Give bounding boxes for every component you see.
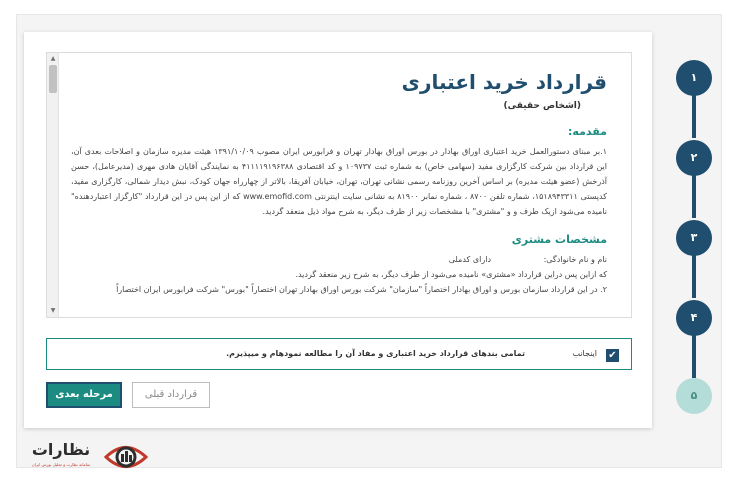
step-2[interactable]: ۲ <box>676 140 712 176</box>
step-4[interactable]: ۴ <box>676 300 712 336</box>
step-5[interactable]: ۵ <box>676 378 712 414</box>
step-3[interactable]: ۳ <box>676 220 712 256</box>
next-step-button[interactable]: مرحله بعدی <box>46 382 122 408</box>
accept-me-label: اینجانب <box>572 349 597 358</box>
customer-name-row <box>71 252 607 267</box>
stepper <box>676 60 712 420</box>
scroll-up-arrow-icon[interactable]: ▲ <box>50 55 56 62</box>
customer-name-label: نام و نام خانوادگی: <box>543 255 607 264</box>
step-connector <box>692 334 696 378</box>
contract-title: قرارداد خرید اعتباری <box>401 70 607 94</box>
customer-clause: که ازاین پس دراین قرارداد «مشتری» نامیده می‌شود از طرف دیگر، به شرح زیر منعقد گردید. <box>295 270 607 279</box>
contract-card <box>24 32 652 428</box>
contract-subtitle: (اشخاص حقیقی) <box>503 101 581 111</box>
customer-heading: مشخصات مشتری <box>511 233 607 246</box>
step-connector <box>692 94 696 138</box>
step-connector <box>692 174 696 218</box>
logo-name: نظارات <box>31 440 91 459</box>
scroll-thumb[interactable] <box>49 65 57 93</box>
previous-contract-button[interactable]: قرارداد قبلی <box>132 382 210 408</box>
step-1[interactable]: ۱ <box>676 60 712 96</box>
accept-statement: تمامی بندهای قرارداد خرید اعتباری و مفاد آن را مطالعه نمودهام و میپذیرم. <box>226 349 525 358</box>
intro-heading: مقدمه: <box>568 125 607 138</box>
customer-name-value: دارای کدملی <box>448 255 492 264</box>
accept-checkbox[interactable]: ✔ <box>606 349 619 362</box>
nezarat-logo <box>24 440 152 474</box>
scrollbar[interactable] <box>47 53 59 317</box>
eye-logo-icon <box>104 440 148 474</box>
accept-terms-box <box>46 338 632 370</box>
logo-tagline: سامانه نظارت و تحلیل بورس ایران <box>31 462 91 467</box>
step-connector <box>692 254 696 298</box>
scroll-down-arrow-icon[interactable]: ▼ <box>50 307 56 314</box>
clause-2: ۲. در این قرارداد سازمان بورس و اوراق بهادار اختصاراً "سازمان" شرکت بورس اوراق بهادار تهران اختصاراً "بورس" شرکت فرابورس ایران اختصاراً <box>116 285 607 294</box>
intro-paragraph: ۱.بر مبنای دستورالعمل خرید اعتباری اوراق بهادار در بورس اوراق بهادار تهران و فرابورس ایران مصوب ۱۳۹۱/۱۰/۰۹ هیئت مدیره سازمان و اصلاحات بعدی آن، این قرارداد بین شرکت کارگزاری مفید (سهامی خاص) به شماره ثبت ۱۰۹۷۳۷ و کد اقتصادی ۴۱۱۱۱۹۱۹۶۳۸۸ به نمایندگی آقایان هادی مهری (مدیرعامل)، حسن آذرخش (عضو هیئت مدیره) بر اساس آخرین روزنامه رسمی نشانی تهران، تهران، خیابان آفریقا، بالاتر از چهارراه جهان کودک، نبش دیدار شمالی، کارگزاری مفید، کدپستی ۱۵۱۸۹۴۳۳۱۱، شماره تلفن ۸۷۰۰ ، شماره نمابر ۸۱۹۰۰ به نشانی سایت اینترنتی www.emofid.com که از این پس در این قرارداد "کارگزار اعتباردهنده" نامیده می‌شود ازیک طرف و و "مشتری" با مشخصات زیر از طرف دیگر، به شرح مواد ذیل منعقد گردید. <box>71 147 608 216</box>
contract-viewer[interactable] <box>46 52 632 318</box>
contract-document <box>71 69 607 297</box>
